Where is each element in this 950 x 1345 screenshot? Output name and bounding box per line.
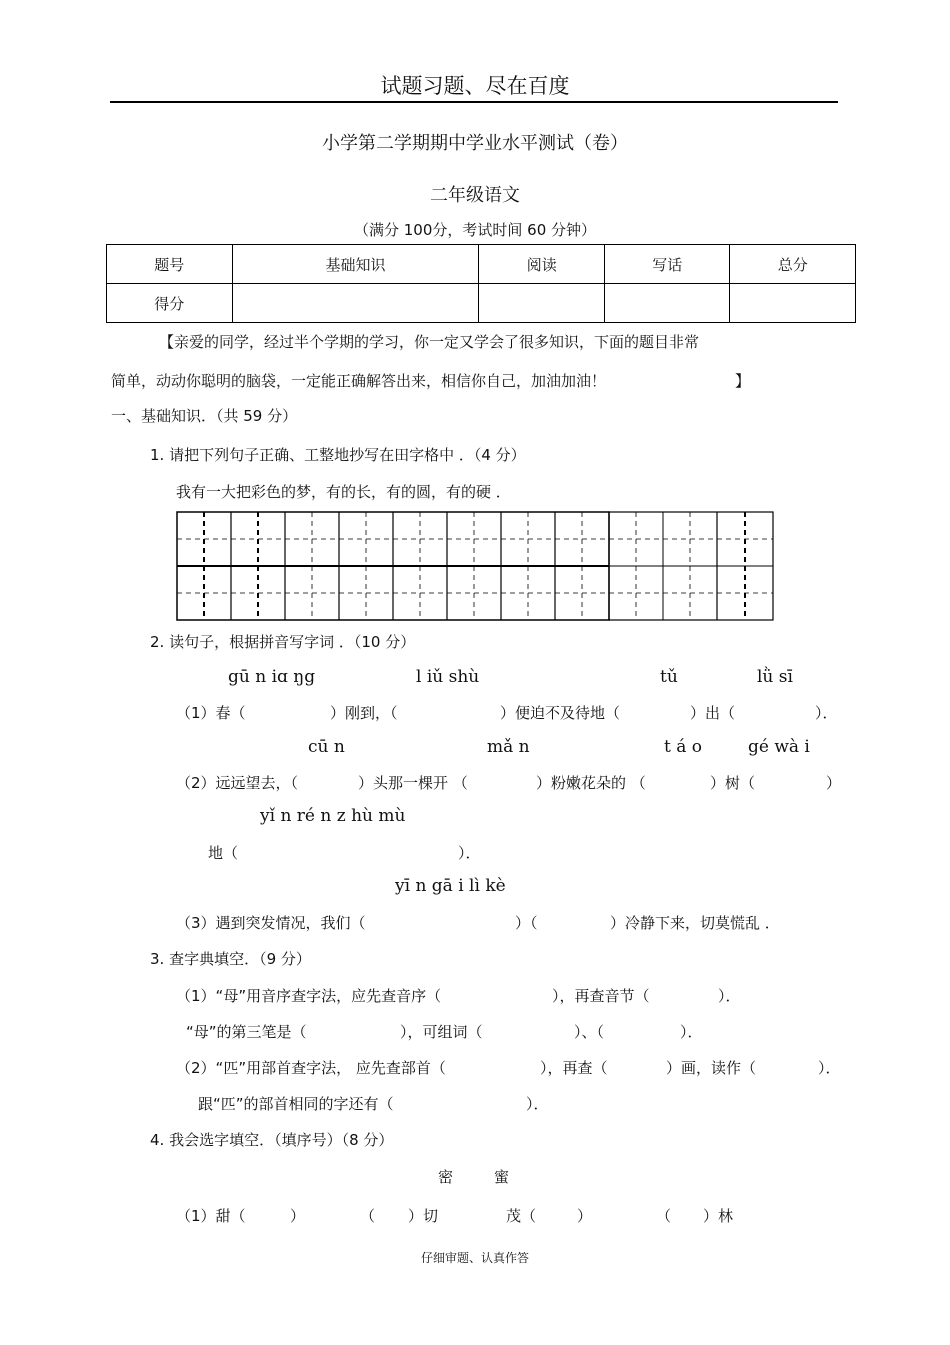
pinyin: cū n xyxy=(308,737,345,757)
q4-line: ） xyxy=(577,1207,593,1225)
q1-sentence: 我有一大把彩色的梦，有的长，有的圆，有的硬 ． xyxy=(176,483,511,501)
exam-meta: （满分 100分，考试时间 60 分钟） xyxy=(353,221,597,239)
q2-sentence-2-end: ）． xyxy=(458,844,481,862)
q2-sentence-2: ）树（ xyxy=(710,774,756,792)
q4-line: （ xyxy=(360,1207,376,1225)
pinyin: gé wà i xyxy=(748,737,810,757)
score-cell: 基础知识 xyxy=(232,245,479,284)
q1-title: 1. 请把下列句子正确、工整地抄写在田字格中 ．（4 分） xyxy=(150,446,526,464)
q3-line: “母”的第三笔是（ xyxy=(186,1023,307,1041)
q2-sentence-2: ）头那一棵开 （ xyxy=(358,774,468,792)
q2-sentence-1: （1）春（ xyxy=(176,704,246,722)
q2-sentence-1: ）出（ xyxy=(690,704,736,722)
q2-sentence-2: （2）远远望去，（ xyxy=(176,774,299,792)
q3-line: ），可组词（ xyxy=(400,1023,483,1041)
q3-line: （1）“母”用音序查字法，应先查音序（ xyxy=(176,987,442,1005)
q4-line: （1）甜（ xyxy=(176,1207,246,1225)
q2-sentence-1: ）． xyxy=(815,704,838,722)
pinyin: mǎ n xyxy=(487,737,530,757)
page-header: 试题习题、尽在百度 xyxy=(380,74,570,98)
score-input-cell[interactable] xyxy=(730,284,856,323)
intro-line-2: 简单，动动你聪明的脑袋，一定能正确解答出来，相信你自己，加油加油！ xyxy=(111,372,607,390)
header-rule xyxy=(110,101,838,103)
score-table xyxy=(106,244,856,323)
q2-sentence-3: ）（ xyxy=(515,914,538,932)
q3-line: ）． xyxy=(526,1095,549,1113)
intro-line-1: 【亲爱的同学，经过半个学期的学习，你一定又学会了很多知识，下面的题目非常 xyxy=(159,333,700,351)
q3-line: ）、（ xyxy=(574,1023,605,1041)
score-cell: 总分 xyxy=(730,245,856,284)
q4-title: 4. 我会选字填空．（填序号）（8 分） xyxy=(150,1131,394,1149)
q4-line: ） xyxy=(290,1207,306,1225)
score-input-cell[interactable] xyxy=(479,284,605,323)
pinyin: l iǔ shù xyxy=(416,667,480,687)
q3-title: 3. 查字典填空．（9 分） xyxy=(150,950,311,968)
score-cell: 阅读 xyxy=(479,245,605,284)
pinyin: gū n iɑ ŋg xyxy=(228,667,316,687)
pinyin: yī n gā i lì kè xyxy=(395,876,506,896)
score-cell: 题号 xyxy=(107,245,233,284)
score-cell: 写话 xyxy=(604,245,730,284)
q2-sentence-2: ） xyxy=(826,774,842,792)
q4-option: 密 xyxy=(438,1168,454,1186)
q4-line: 茂（ xyxy=(506,1207,537,1225)
q3-line: 跟“匹”的部首相同的字还有（ xyxy=(198,1095,394,1113)
q4-line: ）林 xyxy=(703,1207,734,1225)
q2-sentence-3: ）冷静下来，切莫慌乱 ． xyxy=(610,914,780,932)
q3-line: ）． xyxy=(680,1023,703,1041)
pinyin: yǐ n ré n z hù mù xyxy=(260,806,406,826)
pinyin: lǜ sī xyxy=(757,667,793,687)
score-input-cell[interactable] xyxy=(604,284,730,323)
q4-line: （ xyxy=(656,1207,672,1225)
tianzige-grid[interactable] xyxy=(176,511,774,623)
q3-line: ）． xyxy=(818,1059,841,1077)
q3-line: ）． xyxy=(718,987,741,1005)
q3-line: ），再查音节（ xyxy=(552,987,650,1005)
score-label: 得分 xyxy=(107,284,233,323)
q4-line: ）切 xyxy=(408,1207,439,1225)
q2-title: 2. 读句子，根据拼音写字词 ．（10 分） xyxy=(150,633,416,651)
pinyin: t á o xyxy=(664,737,703,757)
intro-bracket: 】 xyxy=(735,372,751,390)
q3-line: ），再查（ xyxy=(540,1059,608,1077)
page-footer: 仔细审题、认真作答 xyxy=(420,1251,529,1265)
exam-subject: 二年级语文 xyxy=(430,185,520,206)
q2-sentence-2-end: 地（ xyxy=(208,844,239,862)
section-1-title: 一、基础知识．（共 59 分） xyxy=(111,407,298,425)
q4-option: 蜜 xyxy=(494,1168,510,1186)
q2-sentence-1: ）便迫不及待地（ xyxy=(500,704,621,722)
pinyin: tǔ xyxy=(660,667,678,687)
score-input-cell[interactable] xyxy=(232,284,479,323)
q3-line: ）画，读作（ xyxy=(666,1059,757,1077)
q3-line: （2）“匹”用部首查字法， 应先查部首（ xyxy=(176,1059,446,1077)
q2-sentence-1: ）刚到，（ xyxy=(330,704,398,722)
score-table-score-row xyxy=(107,284,856,323)
q2-sentence-2: ）粉嫩花朵的 （ xyxy=(536,774,646,792)
q2-sentence-3: （3）遇到突发情况，我们（ xyxy=(176,914,366,932)
score-table-header-row xyxy=(107,245,856,284)
exam-title: 小学第二学期期中学业水平测试（卷） xyxy=(322,133,628,154)
